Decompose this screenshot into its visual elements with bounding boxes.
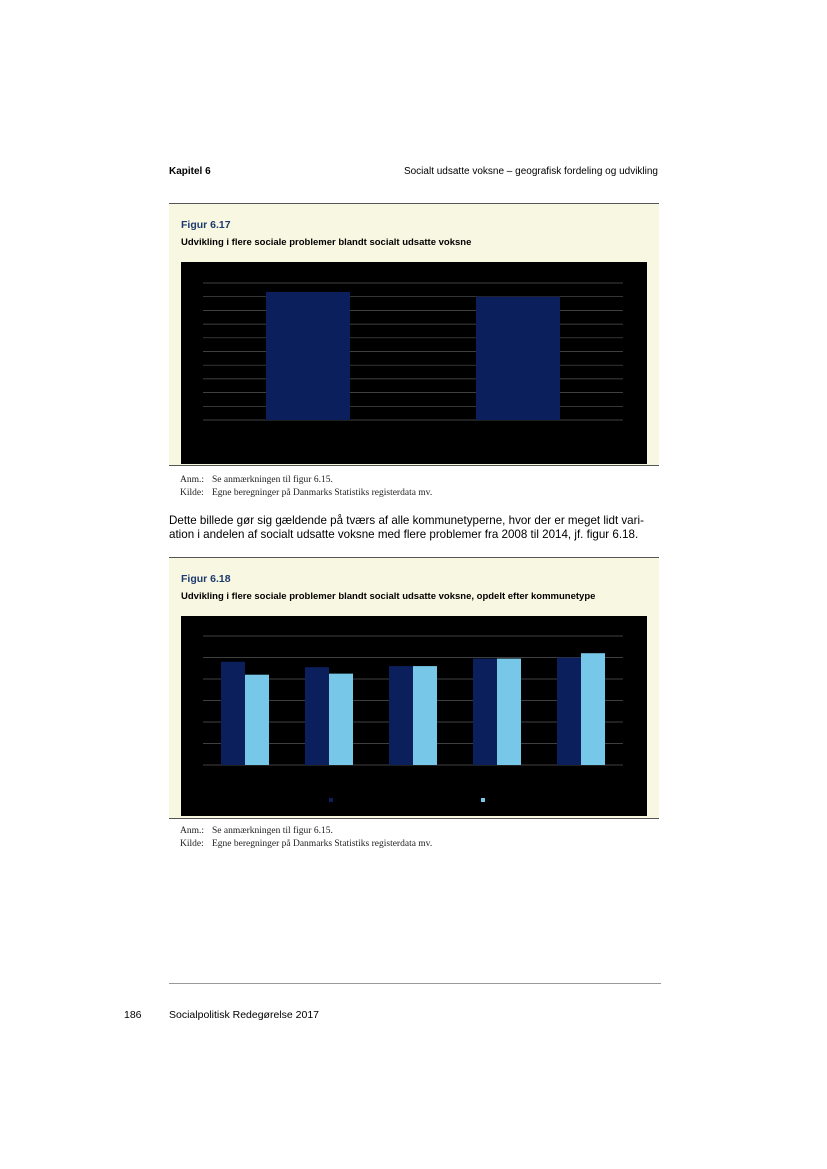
- chapter-label: Kapitel 6: [169, 166, 211, 177]
- source-row: [180, 838, 432, 851]
- chart-area: [181, 616, 647, 816]
- bar: [305, 667, 329, 765]
- figure-6-17: [169, 203, 659, 466]
- bar: [245, 675, 269, 765]
- section-title: Socialt udsatte voksne – geografisk fordeling og udvikling: [403, 166, 658, 177]
- bar: [581, 653, 605, 765]
- source-row: [180, 487, 432, 500]
- source-label: Kilde:: [180, 487, 204, 498]
- legend-swatch: [329, 798, 333, 802]
- note-text: Se anmærkningen til figur 6.15.: [212, 826, 333, 836]
- note-row: [180, 474, 432, 487]
- bar: [476, 297, 560, 420]
- chart-area: [181, 262, 647, 464]
- bar: [557, 658, 581, 766]
- bar: [413, 666, 437, 765]
- publication-title: Socialpolitisk Redegørelse 2017: [169, 1009, 319, 1021]
- source-text: Egne beregninger på Danmarks Statistiks registerdata mv.: [212, 838, 433, 849]
- source-label: Kilde:: [180, 838, 204, 849]
- note-row: [180, 825, 432, 838]
- source-text: Egne beregninger på Danmarks Statistiks registerdata mv.: [212, 487, 433, 498]
- bar: [497, 659, 521, 765]
- grouped-bar-chart: [181, 616, 647, 816]
- figure-number: Figur 6.18: [181, 573, 231, 585]
- bar-chart: [181, 262, 647, 464]
- figure-title: Udvikling i flere sociale problemer blandt socialt udsatte voksne: [181, 237, 472, 248]
- body-paragraph: Dette billede gør sig gældende på tværs af alle kommunetyperne, hvor der er meget lidt vari-ation i andelen af socialt udsatte voksne med flere problemer fra 2008 til 2014, jf. figur 6.18.: [169, 514, 644, 541]
- bar: [221, 662, 245, 765]
- figure-notes: [180, 474, 432, 499]
- note-label: Anm.:: [180, 826, 205, 836]
- figure-title: Udvikling i flere sociale problemer blandt socialt udsatte voksne, opdelt efter kommunetype: [181, 591, 596, 602]
- bar: [329, 674, 353, 765]
- note-text: Se anmærkningen til figur 6.15.: [212, 475, 333, 485]
- figure-notes: [180, 825, 432, 850]
- bar: [266, 292, 350, 420]
- figure-number: Figur 6.17: [181, 219, 231, 231]
- note-label: Anm.:: [180, 475, 205, 485]
- page-number: 186: [124, 1009, 142, 1021]
- bar: [473, 659, 497, 765]
- legend-swatch: [481, 798, 485, 802]
- bar: [389, 666, 413, 765]
- footer-divider: [169, 983, 661, 984]
- figure-6-18: [169, 557, 659, 819]
